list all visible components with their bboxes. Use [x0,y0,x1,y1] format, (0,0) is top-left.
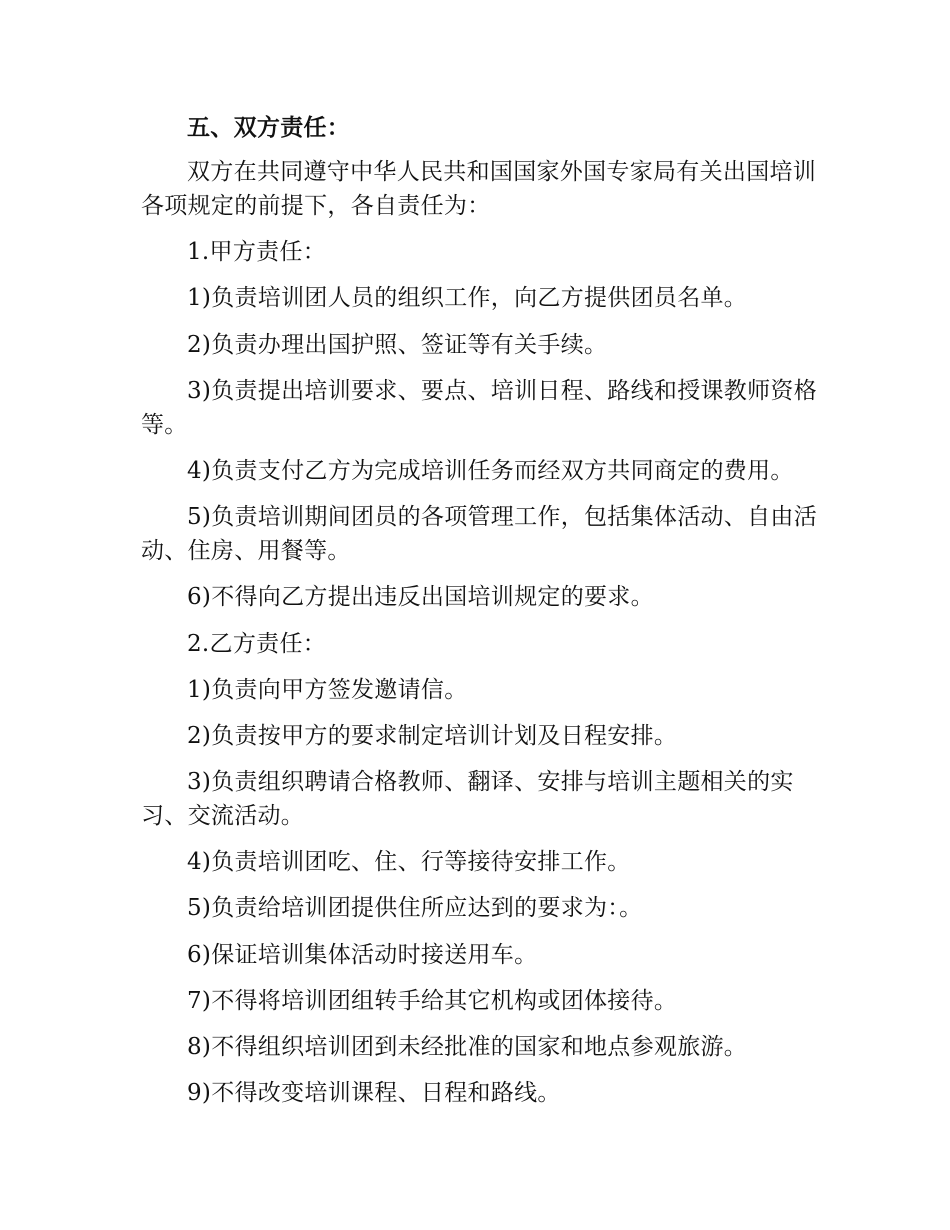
party-b-item: 6)保证培训集体活动时接送用车。 [187,941,538,968]
party-a-item: 3)负责提出培训要求、要点、培训日程、路线和授课教师资格等。 [141,377,818,438]
party-a-title: 1.甲方责任： [187,239,327,266]
party-a-item: 5)负责培训期间团员的各项管理工作，包括集体活动、自由活动、住房、用餐等。 [141,504,818,565]
party-b-item: 8)不得组织培训团到未经批准的国家和地点参观旅游。 [187,1034,748,1060]
party-b-title: 2.乙方责任： [187,630,327,657]
party-b-item: 2)负责按甲方的要求制定培训计划及日程安排。 [187,722,678,749]
party-b-item: 7)不得将培训团组转手给其它机构或团体接待。 [187,987,678,1014]
party-a-item: 1)负责培训团人员的组织工作，向乙方提供团员名单。 [187,285,748,312]
section-heading: 五、双方责任： [187,114,351,141]
party-b-item: 5)负责给培训团提供住所应达到的要求为：。 [187,895,643,922]
document-body [141,111,822,1110]
party-a-item: 2)负责办理出国护照、签证等有关手续。 [187,331,608,358]
party-b-item: 9)不得改变培训课程、日程和路线。 [187,1080,561,1107]
party-b-item: 4)负责培训团吃、住、行等接待安排工作。 [187,849,631,876]
intro-paragraph: 双方在共同遵守中华人民共和国国家外国专家局有关出国培训各项规定的前提下，各自责任为： [141,159,817,219]
party-a-item: 4)负责支付乙方为完成培训任务而经双方共同商定的费用。 [187,457,794,484]
party-b-item: 3)负责组织聘请合格教师、翻译、安排与培训主题相关的实习、交流活动。 [141,769,794,830]
party-b-item: 1)负责向甲方签发邀请信。 [187,676,468,703]
party-a-item: 6)不得向乙方提出违反出国培训规定的要求。 [187,584,654,611]
